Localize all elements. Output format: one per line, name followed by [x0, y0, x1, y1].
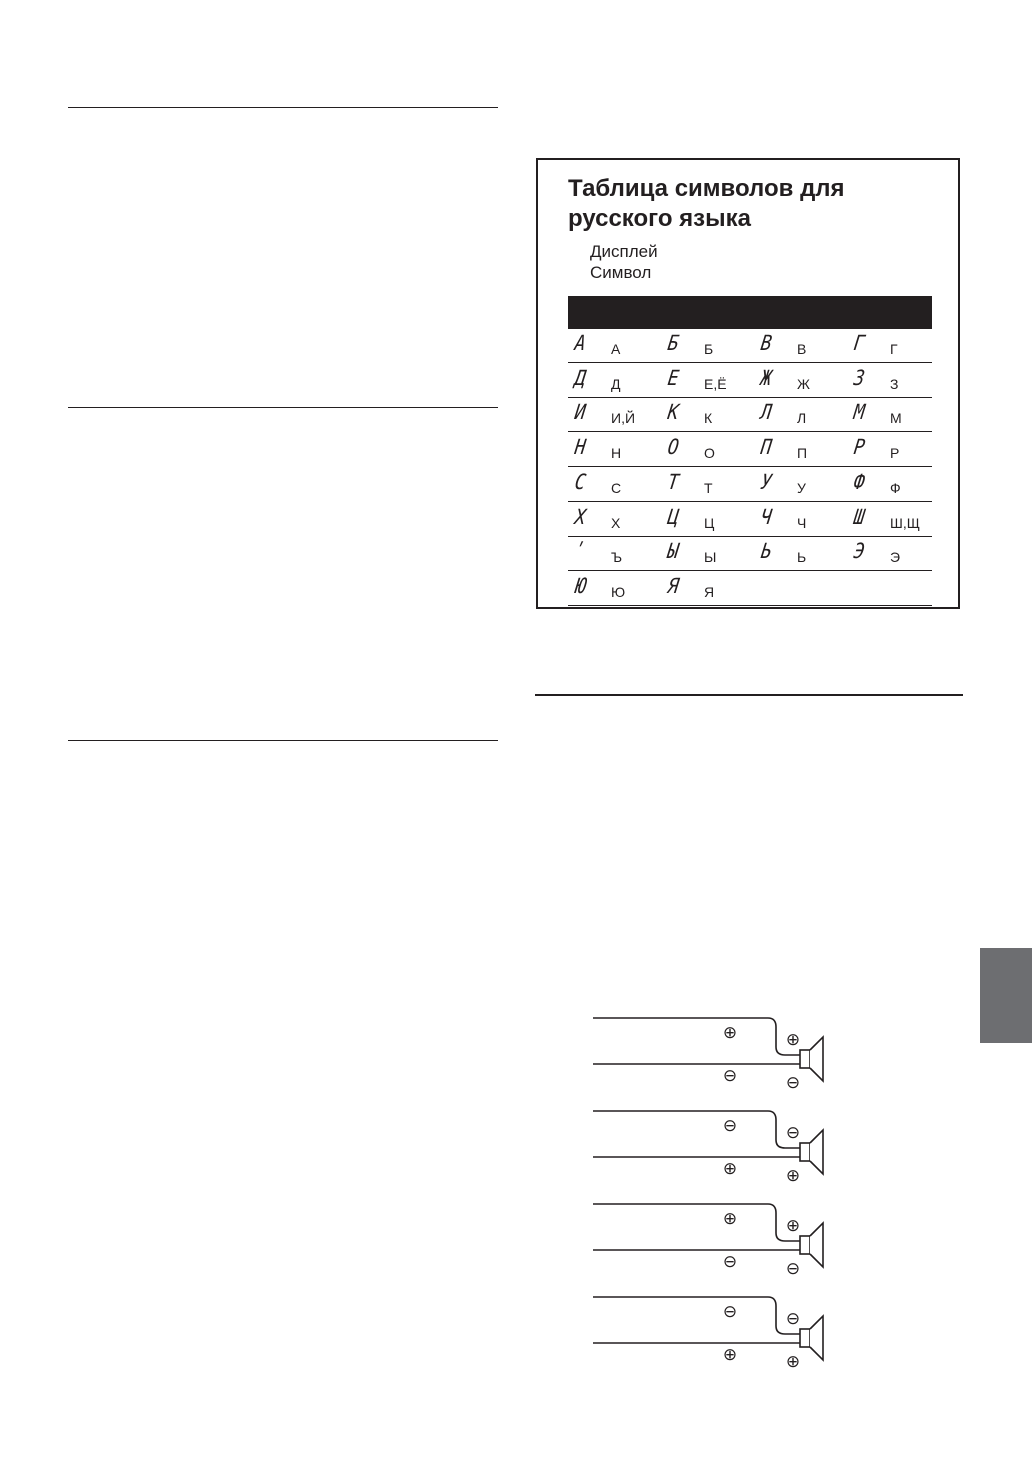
wire-top [593, 1204, 800, 1241]
speaker-magnet-icon [800, 1143, 810, 1161]
symbol-letter: З [890, 375, 899, 392]
speaker-bottom-polarity: ⊕ [785, 1166, 801, 1186]
character-table-box [536, 158, 960, 609]
symbol-letter: Л [797, 410, 807, 427]
display-glyph: Э [852, 539, 868, 564]
table-row [568, 503, 932, 537]
display-glyph: Ь [759, 539, 775, 564]
table-cell [661, 364, 754, 398]
character-table-title: Таблица символов для русского языка [568, 175, 845, 232]
speaker-magnet-icon [800, 1236, 810, 1254]
speaker-magnet-icon [800, 1050, 810, 1068]
display-glyph: У [759, 469, 775, 494]
table-cell [661, 398, 754, 432]
display-glyph: Т [666, 469, 682, 494]
table-cell [847, 329, 940, 363]
speaker-top-polarity: ⊕ [785, 1216, 801, 1236]
table-cell [754, 364, 847, 398]
display-glyph: Ю [573, 573, 589, 598]
wire-top-polarity: ⊖ [722, 1302, 738, 1322]
display-glyph: О [666, 435, 682, 460]
symbol-letter: В [797, 341, 807, 357]
speaker-bottom-polarity: ⊖ [785, 1073, 801, 1093]
table-cell [568, 364, 661, 398]
character-table-header-bar [568, 296, 932, 329]
display-glyph: Х [573, 504, 589, 529]
wiring-diagram [593, 1297, 823, 1372]
table-cell [847, 537, 940, 571]
section-rule-1 [68, 107, 498, 108]
symbol-letter: Ш,Щ [890, 514, 920, 531]
symbol-letter: Ю [611, 583, 626, 600]
table-cell [568, 398, 661, 432]
table-cell [661, 468, 754, 502]
speaker-top-polarity: ⊕ [785, 1030, 801, 1050]
table-cell [847, 503, 940, 537]
table-row [568, 468, 932, 502]
legend-symbol-label: Символ [590, 263, 652, 282]
table-row [568, 572, 932, 606]
symbol-letter: К [704, 410, 713, 427]
table-cell [568, 537, 661, 571]
symbol-letter: Б [704, 341, 714, 357]
speaker-wiring-diagrams [580, 1005, 850, 1385]
display-glyph: Е [666, 365, 682, 390]
table-cell [754, 433, 847, 467]
symbol-letter: Т [704, 479, 713, 496]
symbol-letter: Ж [797, 375, 810, 392]
symbol-letter: Ы [704, 549, 717, 566]
symbol-letter: Ф [890, 479, 901, 496]
legend-display-label: Дисплей [590, 242, 658, 261]
symbol-letter: Р [890, 445, 900, 462]
symbol-letter: Е,Ё [704, 375, 727, 392]
symbol-letter: Я [704, 583, 715, 600]
display-glyph: Я [666, 573, 682, 598]
speaker-cone-icon [810, 1130, 823, 1174]
display-glyph: Д [573, 365, 589, 390]
display-glyph: Н [573, 435, 589, 460]
table-cell [568, 572, 661, 606]
display-glyph: З [852, 365, 868, 390]
display-glyph: Г [852, 331, 868, 355]
speaker-cone-icon [810, 1037, 823, 1081]
wire-top [593, 1297, 800, 1334]
display-glyph: М [852, 400, 868, 425]
speaker-bottom-polarity: ⊕ [785, 1352, 801, 1372]
table-cell [754, 329, 847, 363]
display-glyph: ʹ [573, 539, 589, 564]
symbol-letter: А [611, 341, 621, 357]
speaker-top-polarity: ⊖ [785, 1309, 801, 1329]
wire-bottom-polarity: ⊕ [722, 1345, 738, 1365]
table-cell [847, 364, 940, 398]
symbol-letter: Ц [704, 514, 715, 531]
table-row [568, 433, 932, 467]
symbol-letter: Г [890, 341, 898, 357]
display-glyph: А [573, 331, 589, 355]
table-cell [661, 572, 754, 606]
table-cell [754, 468, 847, 502]
table-cell [661, 329, 754, 363]
table-cell [754, 503, 847, 537]
wiring-diagram [593, 1018, 823, 1093]
symbol-letter: С [611, 479, 622, 496]
table-row [568, 537, 932, 571]
table-cell [661, 537, 754, 571]
symbol-letter: Д [611, 375, 621, 392]
display-glyph: Р [852, 435, 868, 460]
table-cell [661, 503, 754, 537]
language-section-tab [980, 948, 1032, 1043]
display-glyph: Л [759, 400, 775, 425]
speaker-cone-icon [810, 1223, 823, 1267]
display-glyph: К [666, 400, 682, 425]
display-glyph: В [759, 331, 775, 355]
table-row [568, 329, 932, 363]
table-cell [847, 398, 940, 432]
display-glyph: С [573, 469, 589, 494]
table-row [568, 364, 932, 398]
table-cell [847, 468, 940, 502]
symbol-letter: У [797, 479, 806, 496]
wire-top [593, 1018, 800, 1055]
section-rule-3 [68, 740, 498, 741]
display-glyph: И [573, 400, 589, 425]
wire-bottom-polarity: ⊖ [722, 1066, 738, 1086]
table-cell [568, 503, 661, 537]
table-cell [847, 433, 940, 467]
wire-top-polarity: ⊖ [722, 1116, 738, 1136]
symbol-letter: Ч [797, 514, 807, 531]
symbol-letter: О [704, 445, 715, 462]
speaker-magnet-icon [800, 1329, 810, 1347]
wire-bottom-polarity: ⊕ [722, 1159, 738, 1179]
table-cell [661, 433, 754, 467]
section-rule-2 [68, 407, 498, 408]
display-glyph: Ж [759, 365, 775, 390]
table-cell [568, 468, 661, 502]
table-row [568, 398, 932, 432]
symbol-letter: Ъ [611, 549, 623, 566]
display-glyph: Ф [852, 469, 868, 494]
display-glyph: Ч [759, 504, 775, 529]
symbol-letter: И,Й [611, 410, 636, 427]
symbol-letter: Н [611, 445, 622, 462]
wire-bottom-polarity: ⊖ [722, 1252, 738, 1272]
symbol-letter: Х [611, 514, 621, 531]
table-cell [568, 329, 661, 363]
table-cell [568, 433, 661, 467]
symbol-letter: Ь [797, 549, 807, 566]
speaker-cone-icon [810, 1316, 823, 1360]
wiring-diagram [593, 1111, 823, 1186]
display-glyph: Ц [666, 504, 682, 529]
wire-top [593, 1111, 800, 1148]
speaker-top-polarity: ⊖ [785, 1123, 801, 1143]
table-cell [754, 398, 847, 432]
symbol-letter: М [890, 410, 902, 427]
symbol-letter: Э [890, 549, 901, 566]
display-glyph: П [759, 435, 775, 460]
wire-top-polarity: ⊕ [722, 1209, 738, 1229]
display-glyph: Ы [666, 539, 682, 564]
display-glyph: Б [666, 331, 682, 355]
symbol-letter: П [797, 445, 808, 462]
wiring-diagram [593, 1204, 823, 1279]
section-rule-4 [535, 694, 963, 696]
display-glyph: Ш [852, 504, 868, 529]
table-cell [754, 537, 847, 571]
wire-top-polarity: ⊕ [722, 1023, 738, 1043]
speaker-bottom-polarity: ⊖ [785, 1259, 801, 1279]
